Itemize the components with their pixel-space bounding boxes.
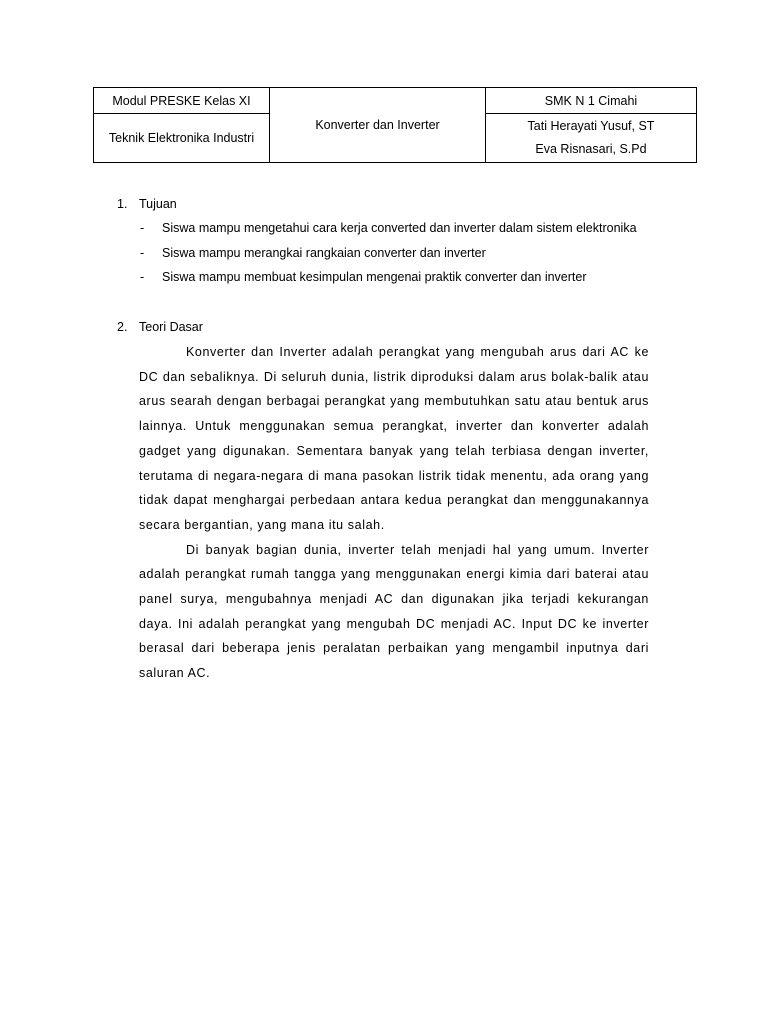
bullet-dash: - [140,270,145,284]
list-item-text: Siswa mampu membuat kesimpulan mengenai praktik converter dan inverter [162,270,587,284]
school-cell: SMK N 1 Cimahi [544,93,638,108]
section-number: 2. [117,320,128,334]
list-item-text: Siswa mampu merangkai rangkaian converter dan inverter [162,246,486,260]
bullet-dash: - [140,246,145,260]
list-item-text: Siswa mampu mengetahui cara kerja converted dan inverter dalam sistem elektronika [162,221,637,235]
program-cell: Teknik Elektronika Industri [108,131,255,145]
author-1-cell: Tati Herayati Yusuf, ST [527,118,655,133]
topic-title-cell: Konverter dan Inverter [315,118,440,132]
section-heading-teori-dasar [117,320,203,334]
section-title: Tujuan [139,197,177,211]
list-item [140,221,637,235]
section-number: 1. [117,197,128,211]
header-table [93,87,697,163]
list-item [140,246,486,260]
section-heading-tujuan [117,197,177,211]
paragraph: Di banyak bagian dunia, inverter telah menjadi hal yang umum. Inverter adalah perangkat rumah tangga yang menggunakan energi kimia dari baterai atau panel surya, mengubahnya menjadi AC dan digunakan jika terjadi kekurangan daya. Ini adalah perangkat yang mengubah DC menjadi AC. Input DC ke inverter berasal dari beberapa jenis peralatan perbaikan yang mengambil inputnya dari saluran AC. [139,542,649,681]
list-item [140,270,587,284]
bullet-dash: - [140,221,145,235]
author-2-cell: Eva Risnasari, S.Pd [535,141,647,156]
body-text [139,340,649,686]
paragraph: Konverter dan Inverter adalah perangkat yang mengubah arus dari AC ke DC dan sebaliknya. Di seluruh dunia, listrik diproduksi dalam arus bolak-balik atau arus searah dengan berbagai perangkat yang membutuhkan satu atau bentuk arus lainnya. Untuk menggunakan semua perangkat, inverter dan konverter adalah gadget yang digunakan. Sementara banyak yang telah terbiasa dengan inverter, terutama di negara-negara di mana pasokan listrik tidak menentu, ada orang yang tidak dapat menghargai perbedaan antara kedua perangkat dan menggunakannya secara bergantian, yang mana itu salah. [139,345,649,532]
section-title: Teori Dasar [139,320,203,334]
module-class-cell: Modul PRESKE Kelas XI [112,93,251,108]
